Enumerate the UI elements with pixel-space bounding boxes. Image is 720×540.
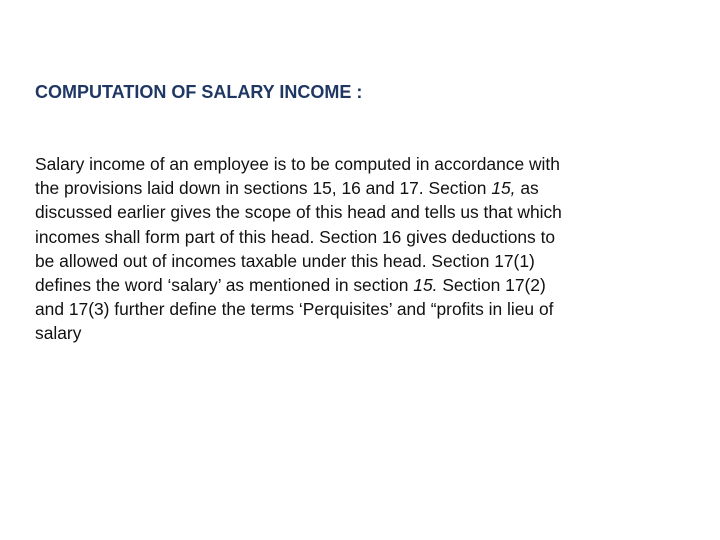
body-line-1: Salary income of an employee is to be computed in accordance with [35, 154, 560, 174]
body-line-6 [35, 273, 665, 297]
body-line-4: incomes shall form part of this head. Section 16 gives deductions to [35, 226, 556, 247]
section-15-ref: 15, [491, 178, 516, 199]
body-line-8: salary [35, 323, 82, 344]
body-line-2-start: the provisions laid down in sections 15, 16 and 17. Section [35, 178, 492, 199]
body-line-5: be allowed out of incomes taxable under this head. Section 17(1) [35, 250, 535, 271]
slide-heading: COMPUTATION OF SALARY INCOME : [35, 82, 363, 102]
body-line-7: and 17(3) further define the terms ‘Perquisites’ and “profits in lieu of [35, 299, 554, 320]
body-line-2-end: as [515, 178, 539, 199]
section-15-ref-2: 15. [413, 275, 438, 296]
body-line-6-end: Section 17(2) [437, 275, 546, 296]
body-line-2 [35, 176, 665, 200]
body-paragraph [35, 152, 665, 346]
body-line-3: discussed earlier gives the scope of this head and tells us that which [35, 202, 562, 223]
body-line-6-start: defines the word ‘salary’ as mentioned in section [35, 275, 414, 296]
